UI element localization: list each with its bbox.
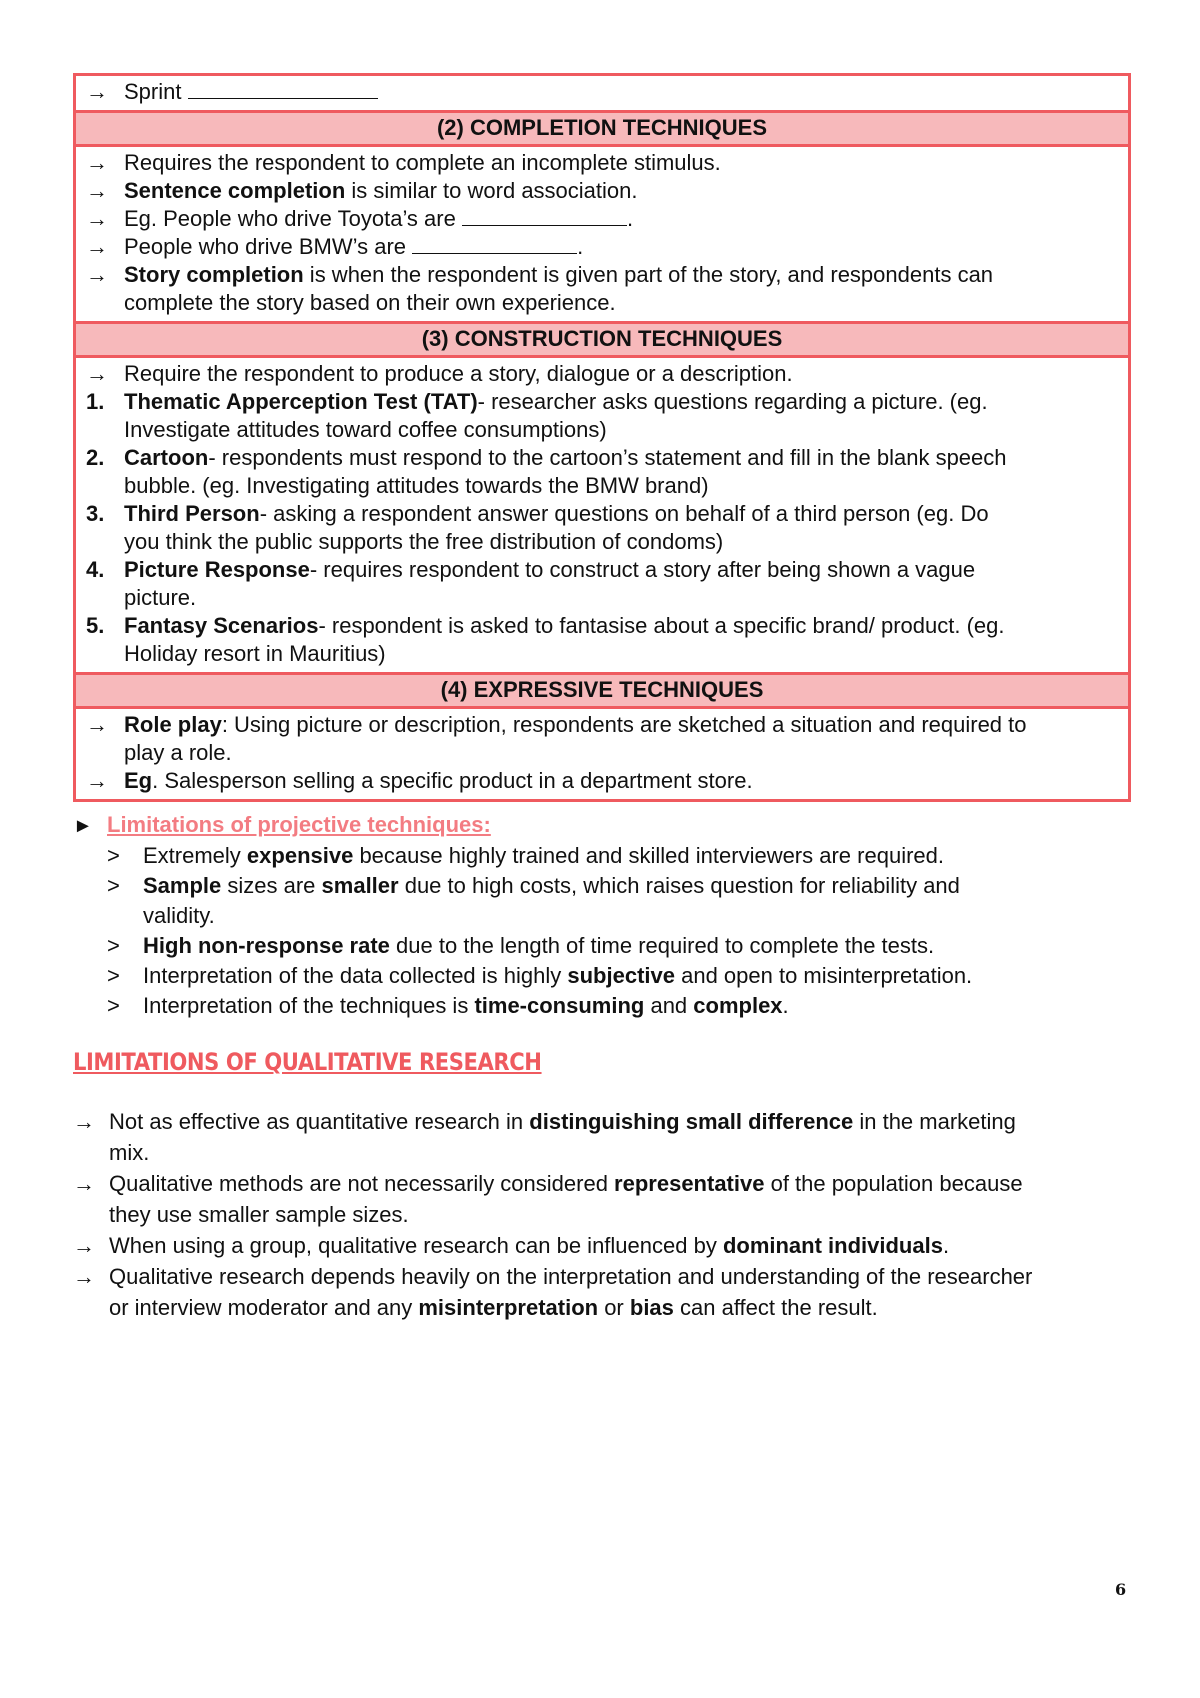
page-number: 6 — [1115, 1580, 1127, 1599]
construction-item: 1. Thematic Apperception Test (TAT)- researcher asks questions regarding a picture. (eg. Investigate attitudes toward coffee consumptions) — [86, 389, 988, 442]
arrow-icon: → — [73, 1171, 95, 1196]
list-item: > Interpretation of the data collected is highly subjective and open to misinterpretation. — [73, 961, 1153, 991]
chevron-right-icon: > — [107, 993, 120, 1018]
construction-item: 5. Fantasy Scenarios- respondent is asked to fantasise about a specific brand/ product. (eg. Holiday resort in Mauritius) — [86, 613, 1005, 666]
arrow-icon: → — [86, 262, 108, 287]
sprint-row: → Sprint — [76, 76, 1128, 110]
fill-blank — [188, 78, 378, 99]
chevron-right-icon: > — [107, 843, 120, 868]
section-heading: LIMITATIONS OF QUALITATIVE RESEARCH — [73, 1048, 542, 1076]
construction-item: 2. Cartoon- respondents must respond to the cartoon’s statement and fill in the blank speech bubble. (eg. Investigating attitudes towards the BMW brand) — [86, 445, 1007, 498]
list-item: > High non-response rate due to the length of time required to complete the tests. — [73, 931, 1153, 961]
arrow-icon: → — [86, 768, 108, 793]
arrow-icon: → — [86, 712, 108, 737]
expressive-heading: (4) EXPRESSIVE TECHNIQUES — [76, 672, 1128, 706]
construction-heading: (3) CONSTRUCTION TECHNIQUES — [76, 321, 1128, 355]
triangle-bullet-icon: ► — [73, 815, 93, 837]
chevron-right-icon: > — [107, 963, 120, 988]
arrow-icon: → — [86, 79, 108, 104]
list-item: > Interpretation of the techniques is time-consuming and complex. — [73, 991, 1153, 1021]
arrow-icon: → — [86, 150, 108, 175]
arrow-icon: → — [86, 178, 108, 203]
arrow-icon: → — [73, 1233, 95, 1258]
list-item: > Sample sizes are smaller due to high costs, which raises question for reliability and validity. — [107, 873, 960, 928]
fill-blank — [462, 205, 627, 226]
chevron-right-icon: > — [107, 873, 120, 898]
construction-item: 3. Third Person- asking a respondent answer questions on behalf of a third person (eg. Do you think the public supports the free distribution of condoms) — [86, 501, 989, 554]
arrow-icon: → — [86, 234, 108, 259]
arrow-icon: → — [73, 1264, 95, 1289]
list-item: → Qualitative research depends heavily on the interpretation and understanding of the researcher or interview moderator and any misinterpretation or bias can affect the result. — [73, 1261, 1133, 1323]
construction-content: → Require the respondent to produce a story, dialogue or a description. 1. Thematic Apperception Test (TAT)- researcher asks questions regarding a picture. (eg. Investigate attitudes toward coffee consumptions) 2. Cartoon- respondents must respond to the cartoon’s statement and fill in the blank speech bubble. (eg. Investigating attitudes towards the BMW brand) 3. Third Person- asking a respondent answer questions on behalf of a third person (eg. Do you think the public supports the free distribution of condoms) 4. Picture Response- requires respondent to construct a story after being shown a vague picture. 5. Fantasy Scenarios- respondent is asked to fantasise about a specific brand/ product. (eg. Holiday resort in Mauritius) — [76, 355, 1128, 672]
expressive-content: → Role play: Using picture or description, respondents are sketched a situation and required to play a role. → Eg. Salesperson selling a specific product in a department store. — [76, 706, 1128, 799]
list-item: > Extremely expensive because highly trained and skilled interviewers are required. — [73, 841, 1153, 871]
arrow-icon: → — [73, 1109, 95, 1134]
fill-blank — [412, 233, 577, 254]
arrow-icon: → — [86, 361, 108, 386]
list-item: → When using a group, qualitative research can be influenced by dominant individuals. — [73, 1230, 1133, 1261]
arrow-icon: → — [86, 206, 108, 231]
chevron-right-icon: > — [107, 933, 120, 958]
qualitative-limitations — [73, 1106, 1133, 1323]
completion-content: → Requires the respondent to complete an incomplete stimulus. → Sentence completion is similar to word association. → Eg. People who drive Toyota’s are . → People who drive BMW’s are . → Story completion is when the respondent is given part of the story, and respondents can complete the story based on their own experience. — [76, 144, 1128, 321]
projective-limitations-title: Limitations of projective techniques: — [107, 812, 491, 837]
techniques-table — [73, 73, 1131, 802]
list-item: → Not as effective as quantitative research in distinguishing small difference in the marketing mix. — [73, 1106, 1133, 1168]
completion-heading: (2) COMPLETION TECHNIQUES — [76, 110, 1128, 144]
construction-item: 4. Picture Response- requires respondent to construct a story after being shown a vague picture. — [86, 557, 976, 610]
projective-limitations — [73, 810, 1153, 1021]
list-item: → Qualitative methods are not necessarily considered representative of the population because they use smaller sample sizes. — [73, 1168, 1133, 1230]
